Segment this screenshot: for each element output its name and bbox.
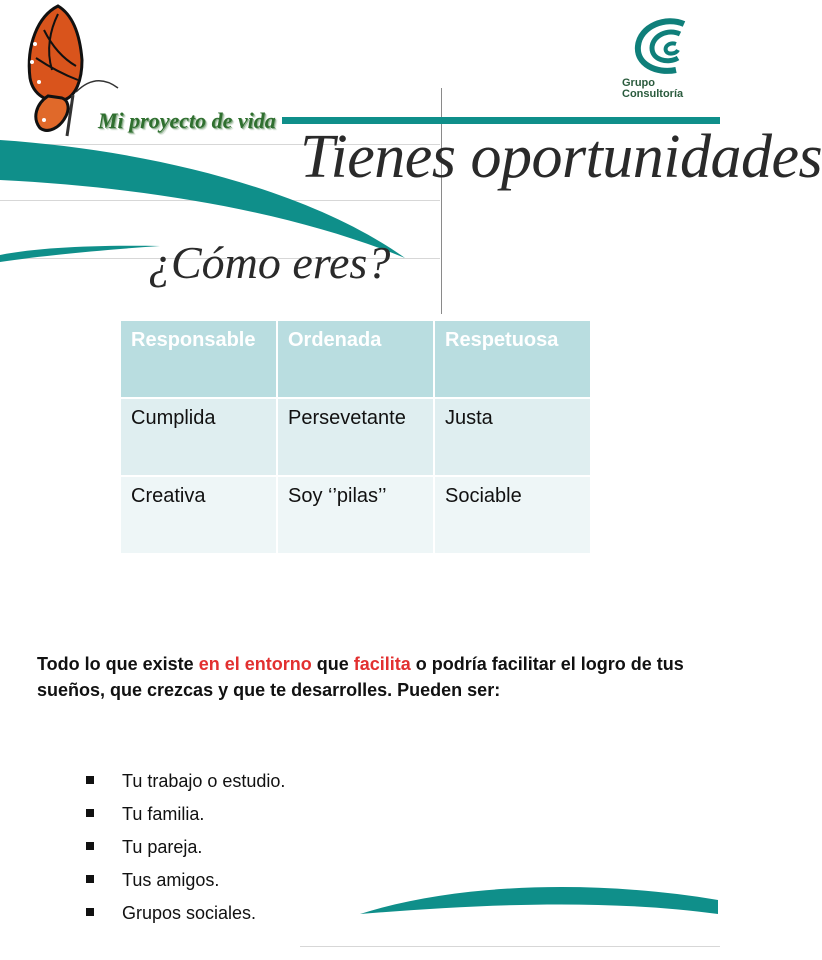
table-cell: Soy ‘’pilas’’ (278, 477, 433, 553)
table-cell: Persevetante (278, 399, 433, 475)
intro-highlight: facilita (353, 654, 411, 674)
table-header-cell: Responsable (121, 321, 276, 397)
opportunity-list (86, 764, 285, 929)
table-cell: Cumplida (121, 399, 276, 475)
traits-table (119, 319, 592, 555)
table-row (121, 477, 590, 553)
list-item (86, 764, 285, 797)
logo-icon (632, 18, 706, 78)
bottom-swoosh (360, 887, 718, 914)
brand-tagline: Mi proyecto de vida (98, 108, 276, 133)
list-item (86, 830, 285, 863)
list-item-label: Tu familia. (122, 803, 205, 824)
list-item-label: Tu trabajo o estudio. (122, 770, 286, 791)
intro-highlight: en el entorno (198, 654, 312, 674)
table-row (121, 399, 590, 475)
intro-text: que (311, 654, 354, 674)
logo-line-2: Consultoría (622, 88, 684, 100)
table-header-cell: Respetuosa (435, 321, 590, 397)
square-bullet-icon (86, 809, 94, 817)
logo-label (622, 78, 683, 100)
table-cell: Creativa (121, 477, 276, 553)
lower-swoosh (0, 246, 160, 262)
table-header-cell: Ordenada (278, 321, 433, 397)
intro-text: Todo lo que existe (37, 654, 199, 674)
list-item-label: Tu pareja. (122, 836, 203, 857)
table-cell: Sociable (435, 477, 590, 553)
square-bullet-icon (86, 875, 94, 883)
square-bullet-icon (86, 842, 94, 850)
list-item-label: Grupos sociales. (122, 902, 257, 923)
list-item (86, 797, 285, 830)
page-subtitle: ¿Cómo eres? (148, 237, 391, 288)
table-cell: Justa (435, 399, 590, 475)
intro-text: o podría facilitar el logro de tus sueños, que crezcas y que te desarrolles. Pueden ser: (37, 654, 684, 700)
list-item (86, 896, 285, 929)
table-header-row (121, 321, 590, 397)
list-item (86, 863, 285, 896)
square-bullet-icon (86, 908, 94, 916)
logo-line-1: Grupo (622, 77, 655, 89)
square-bullet-icon (86, 776, 94, 784)
intro-paragraph (37, 651, 697, 703)
page-title: Tienes oportunidades (300, 123, 822, 191)
list-item-label: Tus amigos. (122, 869, 220, 890)
